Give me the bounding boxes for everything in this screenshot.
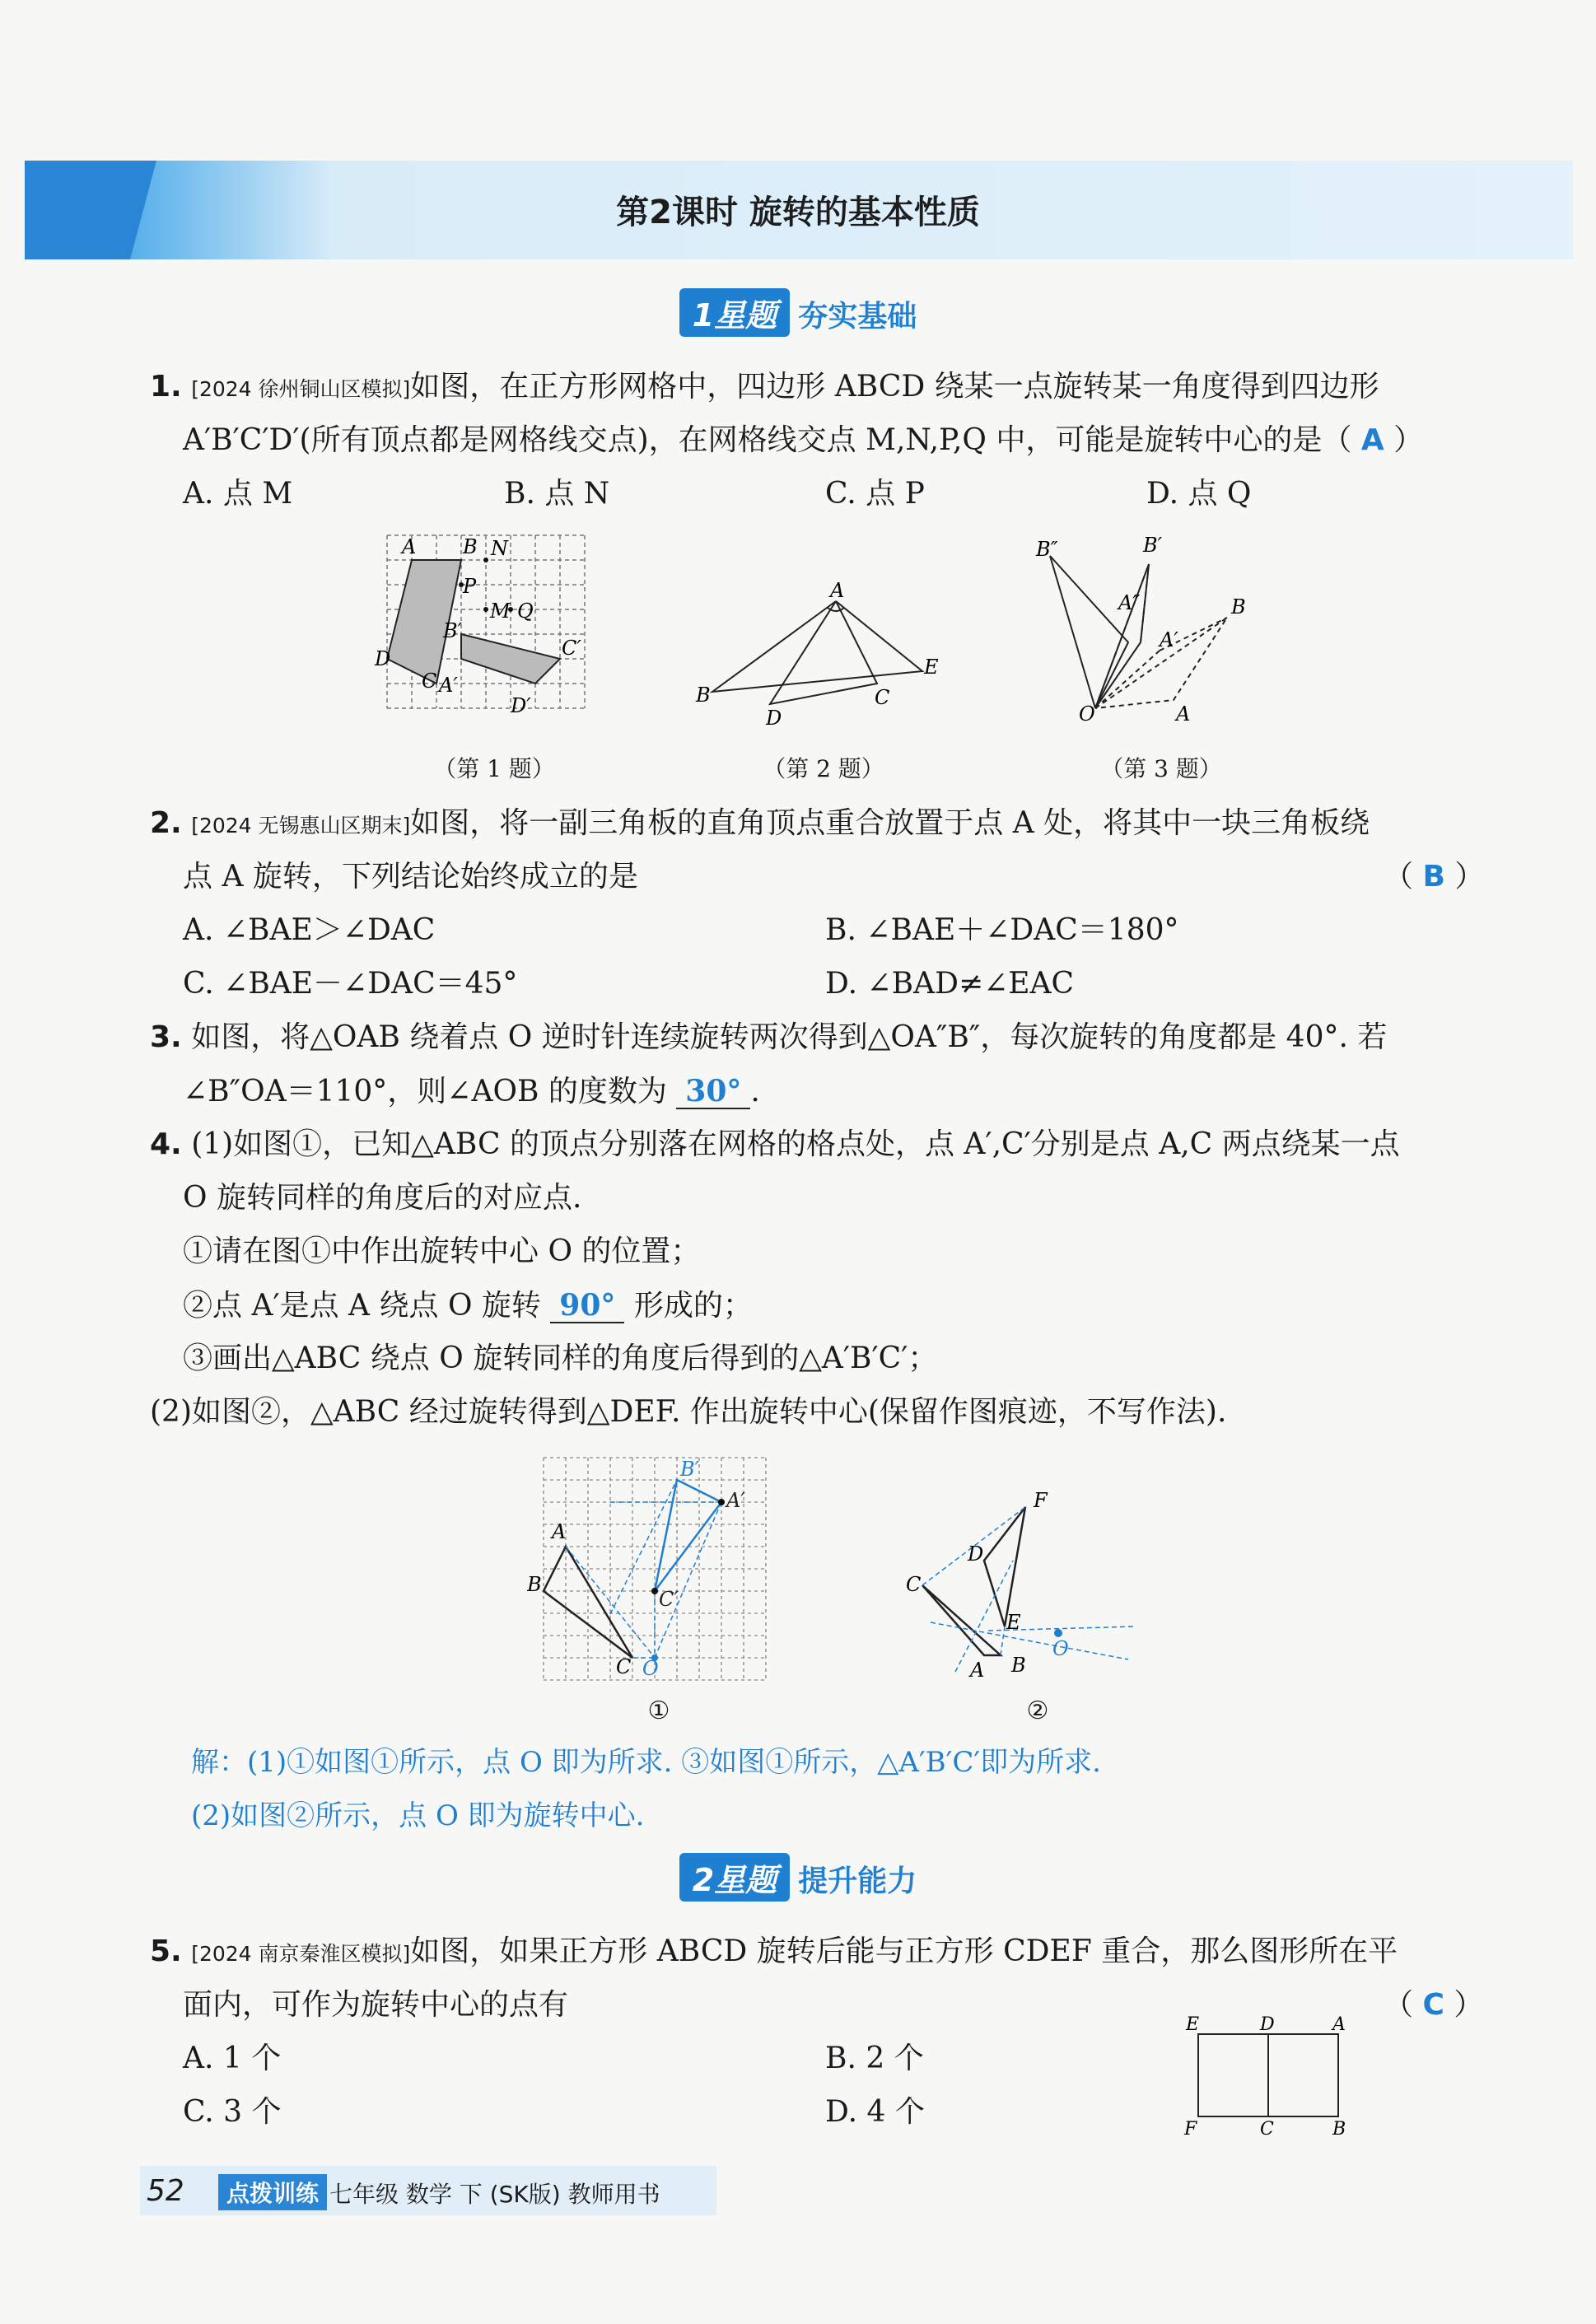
q1-figure-caption: （第 1 题） bbox=[433, 755, 555, 782]
page-number: 52 bbox=[147, 2174, 184, 2208]
q5-bracket-close: ） bbox=[1454, 1988, 1484, 2022]
q1-text: 如图，在正方形网格中，四边形 ABCD 绕某一点旋转某一角度得到四边形 bbox=[410, 370, 1379, 404]
q2-line1 bbox=[150, 807, 1370, 842]
svg-text:B: B bbox=[463, 535, 478, 558]
q4-solution-1: 解：(1)①如图①所示，点 O 即为所求. ③如图①所示，△A′B′C′即为所求. bbox=[191, 1746, 1101, 1779]
svg-text:A: A bbox=[402, 535, 417, 558]
q4-solution-2: (2)如图②所示，点 O 即为旋转中心. bbox=[191, 1799, 645, 1832]
q5-figure bbox=[1178, 2009, 1359, 2141]
q1-option-a: A. 点 M bbox=[183, 477, 293, 511]
svg-text:D: D bbox=[375, 647, 391, 670]
q2-figure-caption: （第 2 题） bbox=[763, 755, 884, 782]
svg-text:A: A bbox=[970, 1659, 985, 1682]
q3-text: 如图，将△OAB 绕着点 O 逆时针连续旋转两次得到△OA″B″，每次旋转的角度都是 40°. 若 bbox=[191, 1020, 1388, 1054]
q5-line2: 面内，可作为旋转中心的点有 bbox=[183, 1988, 569, 2022]
q4-sub2 bbox=[183, 1289, 753, 1323]
svg-text:E: E bbox=[924, 656, 939, 679]
q5-option-c: C. 3 个 bbox=[183, 2095, 282, 2129]
q4-figure-2 bbox=[906, 1482, 1153, 1696]
q1-bracket: ） bbox=[1393, 423, 1424, 457]
q1-number: 1. bbox=[150, 370, 182, 404]
svg-text:B′: B′ bbox=[443, 619, 463, 642]
q2-bracket-close: ） bbox=[1454, 860, 1485, 894]
q4-figure-1-caption: ① bbox=[647, 1696, 670, 1725]
svg-text:C′: C′ bbox=[562, 637, 581, 660]
q2-answer-bracket bbox=[1384, 861, 1484, 894]
svg-text:C′: C′ bbox=[659, 1588, 679, 1611]
q3-figure-caption: （第 3 题） bbox=[1100, 755, 1222, 782]
q2-option-c: C. ∠BAE－∠DAC＝45° bbox=[183, 967, 518, 1001]
q5-option-d: D. 4 个 bbox=[825, 2095, 925, 2129]
section-2-badge: 2星题 bbox=[679, 1853, 790, 1902]
footer-text: 七年级 数学 下 (SK版) 教师用书 bbox=[329, 2181, 660, 2208]
q1-option-c: C. 点 P bbox=[825, 477, 925, 511]
svg-text:A′: A′ bbox=[439, 674, 458, 697]
q4-line1 bbox=[150, 1128, 1400, 1161]
q3-line1 bbox=[150, 1021, 1387, 1054]
q1-option-d: D. 点 Q bbox=[1146, 477, 1252, 511]
svg-text:C: C bbox=[616, 1655, 632, 1678]
svg-text:Q: Q bbox=[517, 600, 534, 623]
svg-text:C: C bbox=[422, 670, 437, 693]
q4-text: (1)如图①，已知△ABC 的顶点分别落在网格的格点处，点 A′,C′分别是点 A,C 两点绕某一点 bbox=[191, 1127, 1400, 1161]
svg-text:M: M bbox=[490, 600, 511, 623]
q1-text-2: A′B′C′D′(所有顶点都是网格线交点)，在网格线交点 M,N,P,Q 中，可能是旋转中心的是（ bbox=[183, 423, 1352, 457]
svg-text:B′: B′ bbox=[1143, 534, 1163, 557]
q4-sub2-text-2: 形成的； bbox=[633, 1289, 753, 1323]
q1-line1 bbox=[150, 371, 1379, 406]
svg-text:A″: A″ bbox=[1118, 591, 1141, 614]
lesson-title: 第2课时 旋转的基本性质 bbox=[616, 194, 980, 231]
svg-text:B: B bbox=[527, 1573, 542, 1596]
q1-answer: A bbox=[1360, 423, 1384, 457]
q2-text: 如图，将一副三角板的直角顶点重合放置于点 A 处，将其中一块三角板绕 bbox=[410, 806, 1370, 840]
svg-text:E: E bbox=[1006, 1611, 1021, 1634]
svg-text:D: D bbox=[968, 1542, 984, 1566]
q5-text: 如图，如果正方形 ABCD 旋转后能与正方形 CDEF 重合，那么图形所在平 bbox=[410, 1934, 1398, 1968]
q3-number: 3. bbox=[150, 1020, 182, 1054]
svg-text:B: B bbox=[1231, 595, 1246, 618]
q3-period: . bbox=[750, 1075, 760, 1108]
svg-text:C: C bbox=[875, 686, 890, 709]
q5-number: 5. bbox=[150, 1934, 182, 1968]
svg-text:A′: A′ bbox=[726, 1489, 745, 1512]
q2-line2: 点 A 旋转，下列结论始终成立的是 bbox=[183, 860, 638, 894]
section-2-heading bbox=[0, 1853, 1596, 1902]
q2-figure bbox=[692, 576, 955, 733]
q1-line2 bbox=[183, 424, 1423, 457]
q1-figure bbox=[371, 527, 609, 725]
q4-sub2-answer: 90° bbox=[550, 1289, 624, 1323]
svg-text:N: N bbox=[491, 537, 508, 560]
svg-text:B: B bbox=[1332, 2119, 1346, 2140]
svg-text:O: O bbox=[642, 1657, 659, 1680]
svg-text:D: D bbox=[766, 707, 782, 730]
svg-text:C: C bbox=[906, 1573, 922, 1596]
svg-text:D: D bbox=[1260, 2014, 1275, 2035]
section-2-name: 提升能力 bbox=[798, 1864, 917, 1898]
svg-text:E: E bbox=[1186, 2014, 1200, 2035]
svg-text:B″: B″ bbox=[1036, 538, 1058, 561]
svg-text:F: F bbox=[1034, 1489, 1048, 1512]
svg-text:A: A bbox=[830, 579, 845, 602]
q5-answer-bracket bbox=[1384, 1989, 1483, 2022]
svg-text:O: O bbox=[1079, 702, 1095, 726]
q3-line2 bbox=[183, 1075, 760, 1109]
svg-text:B: B bbox=[1011, 1654, 1026, 1677]
q2-bracket-open: （ bbox=[1384, 860, 1414, 894]
q2-option-b: B. ∠BAE＋∠DAC＝180° bbox=[825, 913, 1179, 947]
svg-text:O: O bbox=[1052, 1637, 1069, 1660]
q4-part2: (2)如图②，△ABC 经过旋转得到△DEF. 作出旋转中心(保留作图痕迹，不写作法). bbox=[150, 1395, 1227, 1429]
q4-figure-1 bbox=[527, 1449, 791, 1696]
q4-figure-2-caption: ② bbox=[1026, 1696, 1049, 1725]
q5-bracket-open: （ bbox=[1384, 1988, 1414, 2022]
svg-text:B′: B′ bbox=[680, 1458, 700, 1481]
footer-brand: 点拨训练 bbox=[218, 2174, 327, 2210]
q4-sub3: ③画出△ABC 绕点 O 旋转同样的角度后得到的△A′B′C′； bbox=[183, 1342, 938, 1375]
svg-text:A′: A′ bbox=[1160, 628, 1178, 651]
svg-text:A: A bbox=[552, 1520, 567, 1543]
q4-sub2-text: ②点 A′是点 A 绕点 O 旋转 bbox=[183, 1289, 541, 1323]
svg-text:P: P bbox=[463, 575, 477, 598]
q3-text-2: ∠B″OA＝110°，则∠AOB 的度数为 bbox=[183, 1075, 667, 1108]
svg-text:A: A bbox=[1332, 2014, 1346, 2035]
q2-option-a: A. ∠BAE＞∠DAC bbox=[183, 913, 436, 947]
q4-sub1: ①请在图①中作出旋转中心 O 的位置； bbox=[183, 1234, 701, 1268]
section-1-badge: 1星题 bbox=[679, 288, 790, 337]
q3-figure bbox=[1021, 527, 1293, 733]
q2-source-tag: [2024 无锡惠山区期末] bbox=[191, 814, 411, 838]
q5-option-b: B. 2 个 bbox=[825, 2042, 924, 2075]
section-1-heading bbox=[0, 288, 1596, 337]
svg-text:F: F bbox=[1184, 2119, 1197, 2140]
q1-source-tag: [2024 徐州铜山区模拟] bbox=[191, 377, 411, 401]
q5-option-a: A. 1 个 bbox=[183, 2042, 282, 2075]
q4-line2: O 旋转同样的角度后的对应点. bbox=[183, 1181, 582, 1215]
q5-line1 bbox=[150, 1935, 1398, 1971]
q3-answer: 30° bbox=[676, 1075, 750, 1109]
svg-text:B: B bbox=[696, 684, 711, 707]
q5-answer: C bbox=[1422, 1988, 1444, 2022]
section-1-name: 夯实基础 bbox=[798, 300, 917, 334]
svg-text:A: A bbox=[1176, 702, 1191, 726]
q1-option-b: B. 点 N bbox=[504, 477, 610, 511]
q5-source-tag: [2024 南京秦淮区模拟] bbox=[191, 1942, 411, 1966]
svg-text:D′: D′ bbox=[511, 694, 531, 717]
svg-text:C: C bbox=[1260, 2119, 1274, 2140]
q2-answer: B bbox=[1422, 860, 1445, 894]
q4-number: 4. bbox=[150, 1127, 182, 1161]
q2-number: 2. bbox=[150, 806, 182, 840]
q2-option-d: D. ∠BAD≠∠EAC bbox=[825, 967, 1075, 1001]
